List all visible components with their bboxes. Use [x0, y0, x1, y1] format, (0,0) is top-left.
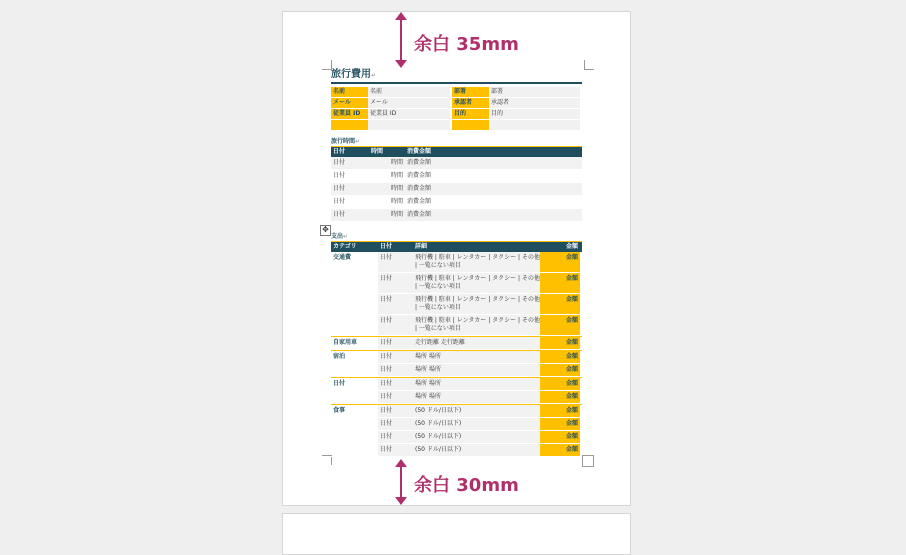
expense-amount-cell[interactable]: 金額: [540, 337, 580, 349]
table-row: [331, 315, 582, 336]
expense-col-detail: 詳細: [415, 243, 428, 250]
expense-date-cell[interactable]: 日付: [378, 315, 413, 335]
expense-date-cell[interactable]: 日付: [378, 418, 413, 430]
expense-category-cell[interactable]: 食事: [333, 407, 346, 414]
bottom-margin-arrow: [395, 459, 407, 505]
time-cell[interactable]: 時間: [390, 185, 403, 192]
table-row: [331, 391, 582, 404]
expense-category-cell[interactable]: [331, 391, 378, 403]
expense-amount-cell[interactable]: 金額: [540, 315, 580, 335]
expense-amount-cell[interactable]: 金額: [540, 294, 580, 314]
time-cell[interactable]: 日付: [333, 172, 346, 179]
expense-col-amount: 金額: [565, 243, 578, 250]
info-value[interactable]: 名前: [368, 87, 450, 97]
expense-category-cell[interactable]: 日付: [333, 380, 346, 387]
time-cell[interactable]: 消費金額: [407, 198, 432, 205]
info-label[interactable]: 承認者: [452, 98, 489, 108]
expense-amount-cell[interactable]: 金額: [540, 351, 580, 363]
table-row: [331, 418, 582, 431]
expense-date-cell[interactable]: 日付: [378, 378, 413, 390]
time-col-amount: 消費金額: [407, 148, 432, 155]
expense-category-cell[interactable]: 交通費: [333, 254, 352, 261]
info-value[interactable]: メール: [368, 98, 450, 108]
time-col-date: 日付: [333, 148, 346, 155]
bottom-margin-label: 余白 30mm: [414, 475, 519, 496]
expense-col-category: カテゴリ: [333, 243, 357, 250]
info-label[interactable]: 部署: [452, 87, 489, 97]
expense-category-cell[interactable]: [331, 418, 378, 430]
info-row: [331, 109, 582, 119]
table-row: [331, 364, 582, 377]
expense-date-cell[interactable]: 日付: [378, 351, 413, 363]
table-row: [331, 377, 582, 391]
expense-detail-cell[interactable]: (50 ドル/日以下): [413, 405, 540, 417]
expense-date-cell[interactable]: 日付: [378, 405, 413, 417]
expense-date-cell[interactable]: 日付: [378, 337, 413, 349]
expense-detail-cell[interactable]: 飛行機 | 駐車 | レンタカー | タクシー | その他 | 一覧にない項目: [413, 294, 540, 314]
expense-table: [331, 241, 582, 457]
table-row: [331, 170, 582, 183]
info-label[interactable]: 名前: [331, 87, 368, 97]
expense-amount-cell[interactable]: 金額: [540, 391, 580, 403]
table-row: [331, 294, 582, 315]
info-value[interactable]: 目的: [489, 109, 580, 119]
info-label[interactable]: [331, 120, 368, 130]
time-cell[interactable]: 日付: [333, 211, 346, 218]
time-cell[interactable]: 時間: [390, 211, 403, 218]
expense-category-cell[interactable]: [331, 315, 378, 335]
expense-date-cell[interactable]: 日付: [378, 252, 413, 272]
info-value[interactable]: 部署: [489, 87, 580, 97]
info-label[interactable]: [452, 120, 489, 130]
expense-date-cell[interactable]: 日付: [378, 364, 413, 376]
expense-detail-cell[interactable]: (50 ドル/日以下): [413, 431, 540, 443]
expense-detail-cell[interactable]: 飛行機 | 駐車 | レンタカー | タクシー | その他 | 一覧にない項目: [413, 252, 540, 272]
expense-date-cell[interactable]: 日付: [378, 444, 413, 456]
expense-detail-cell[interactable]: 場所 場所: [413, 364, 540, 376]
expense-category-cell[interactable]: 宿泊: [333, 353, 346, 360]
time-section-title[interactable]: 旅行時間↵: [331, 138, 361, 145]
table-row: [331, 444, 582, 457]
table-row: [331, 273, 582, 294]
time-cell[interactable]: 日付: [333, 185, 346, 192]
top-margin-arrow: [395, 12, 407, 68]
expense-category-cell[interactable]: [331, 364, 378, 376]
info-label[interactable]: メール: [331, 98, 368, 108]
expense-detail-cell[interactable]: (50 ドル/日以下): [413, 418, 540, 430]
document-content: [331, 68, 582, 457]
table-row: [331, 336, 582, 350]
table-row: [331, 157, 582, 170]
table-row: [331, 183, 582, 196]
info-row: [331, 120, 582, 130]
time-table-header: [331, 146, 582, 157]
crop-mark-top-right: [584, 60, 594, 70]
table-row: [331, 252, 582, 273]
time-cell[interactable]: 時間: [390, 172, 403, 179]
expense-amount-cell[interactable]: 金額: [540, 364, 580, 376]
time-cell[interactable]: 時間: [390, 159, 403, 166]
time-cell[interactable]: 消費金額: [407, 185, 432, 192]
crop-mark-bottom-right: [582, 455, 594, 467]
info-label[interactable]: 従業員 ID: [331, 109, 368, 119]
time-table: [331, 146, 582, 222]
expense-detail-cell[interactable]: 走行距離 走行距離: [413, 337, 540, 349]
expense-detail-cell[interactable]: 飛行機 | 駐車 | レンタカー | タクシー | その他 | 一覧にない項目: [413, 273, 540, 293]
info-row: [331, 98, 582, 108]
table-row: [331, 404, 582, 418]
info-value[interactable]: [489, 120, 580, 130]
expense-amount-cell[interactable]: 金額: [540, 405, 580, 417]
expense-amount-cell[interactable]: 金額: [540, 444, 580, 456]
expense-table-header: [331, 241, 582, 252]
expense-amount-cell[interactable]: 金額: [540, 418, 580, 430]
expense-category-cell[interactable]: [331, 444, 378, 456]
info-row: [331, 87, 582, 97]
expense-detail-cell[interactable]: 場所 場所: [413, 378, 540, 390]
time-cell[interactable]: 消費金額: [407, 172, 432, 179]
expense-date-cell[interactable]: 日付: [378, 294, 413, 314]
expense-date-cell[interactable]: 日付: [378, 431, 413, 443]
info-label[interactable]: 目的: [452, 109, 489, 119]
expense-date-cell[interactable]: 日付: [378, 273, 413, 293]
expense-amount-cell[interactable]: 金額: [540, 273, 580, 293]
time-cell[interactable]: 消費金額: [407, 159, 432, 166]
time-cell[interactable]: 消費金額: [407, 211, 432, 218]
expense-category-cell[interactable]: 自家用車: [333, 339, 358, 346]
time-cell[interactable]: 日付: [333, 198, 346, 205]
expense-category-cell[interactable]: [331, 294, 378, 314]
next-page: [282, 513, 631, 555]
expense-amount-cell[interactable]: 金額: [540, 431, 580, 443]
expense-detail-cell[interactable]: 飛行機 | 駐車 | レンタカー | タクシー | その他 | 一覧にない項目: [413, 315, 540, 335]
doc-title[interactable]: 旅行費用↵: [331, 68, 582, 84]
info-table: [331, 87, 582, 130]
expense-detail-cell[interactable]: (50 ドル/日以下): [413, 444, 540, 456]
expense-col-date: 日付: [380, 243, 393, 250]
top-margin-label: 余白 35mm: [414, 34, 519, 55]
expense-section-title[interactable]: 支出↵: [331, 233, 349, 240]
expense-category-cell[interactable]: [331, 273, 378, 293]
table-row: [331, 431, 582, 444]
expense-category-cell[interactable]: [331, 431, 378, 443]
expense-detail-cell[interactable]: 場所 場所: [413, 351, 540, 363]
time-col-time: 時間: [371, 148, 384, 155]
expense-amount-cell[interactable]: 金額: [540, 252, 580, 272]
time-cell[interactable]: 日付: [333, 159, 346, 166]
move-handle-icon[interactable]: ✥: [320, 225, 331, 236]
expense-amount-cell[interactable]: 金額: [540, 378, 580, 390]
table-row: [331, 209, 582, 222]
info-value[interactable]: [368, 120, 450, 130]
table-row: [331, 196, 582, 209]
info-value[interactable]: 従業員 ID: [368, 109, 450, 119]
expense-detail-cell[interactable]: 場所 場所: [413, 391, 540, 403]
table-row: [331, 350, 582, 364]
expense-date-cell[interactable]: 日付: [378, 391, 413, 403]
time-cell[interactable]: 時間: [390, 198, 403, 205]
info-value[interactable]: 承認者: [489, 98, 580, 108]
